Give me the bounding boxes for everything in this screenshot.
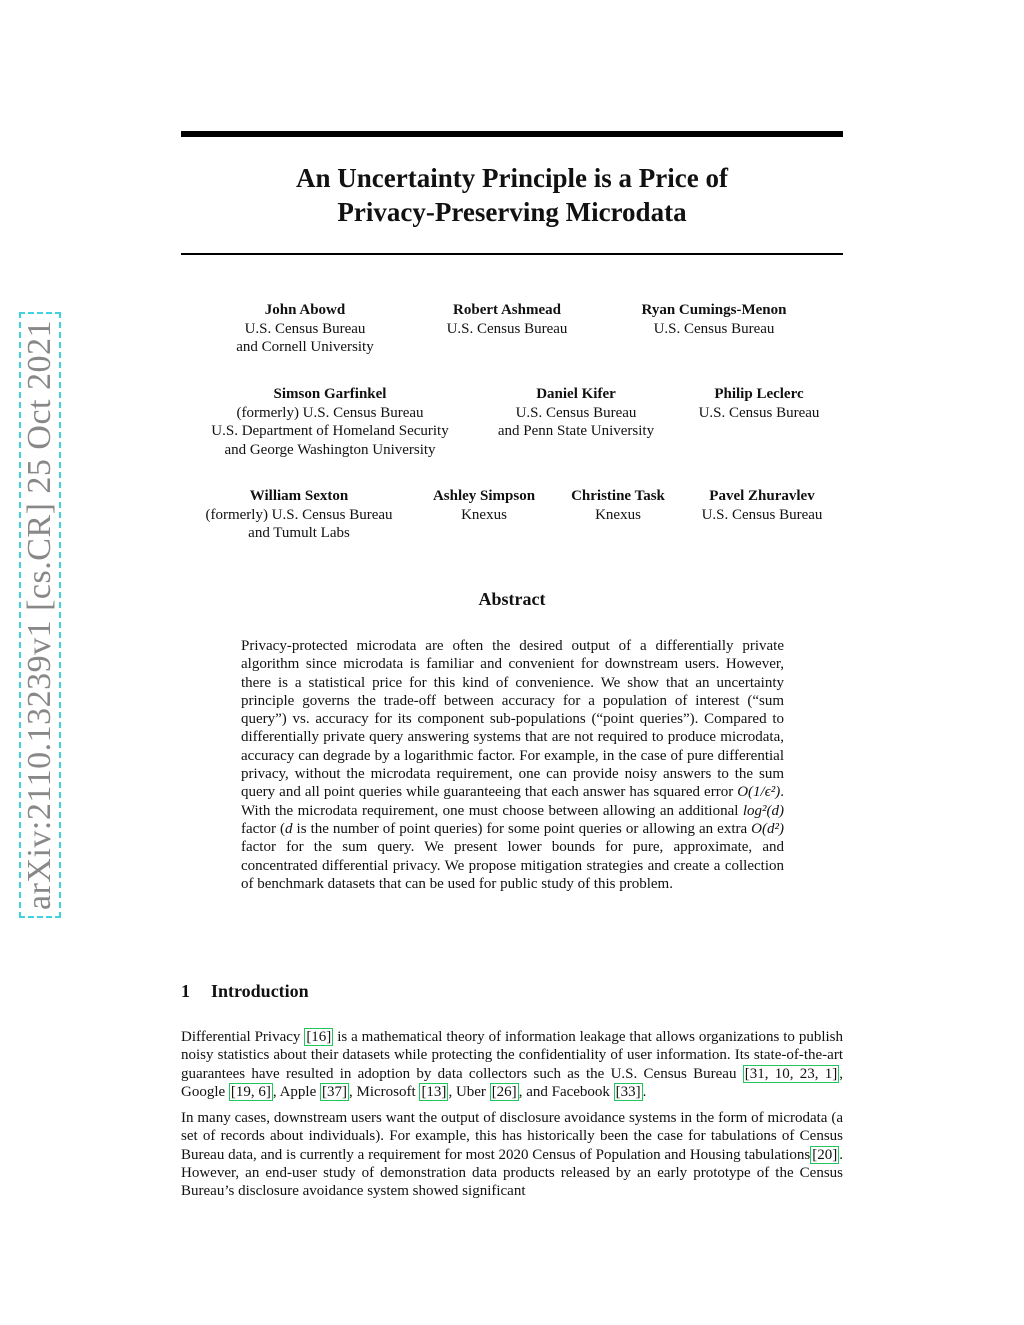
citation-link[interactable]: [13] [421, 1083, 447, 1100]
citation-link[interactable]: [20] [812, 1146, 838, 1163]
intro-paragraph-2 [181, 1109, 843, 1200]
author-affiliation: U.S. Census Bureau [446, 320, 568, 337]
title-rule-top [181, 131, 843, 137]
paragraph-text: , Google [181, 1065, 843, 1100]
paragraph-text: , Apple [272, 1083, 321, 1100]
title-line-1: An Uncertainty Principle is a Price of [296, 163, 728, 193]
paragraph-text: , and Facebook [518, 1083, 614, 1100]
paragraph-text: . [642, 1083, 647, 1100]
author-affiliation: (formerly) U.S. Census Bureau [205, 506, 393, 523]
author-affiliation: U.S. Census Bureau [244, 320, 366, 337]
author-block [205, 301, 405, 357]
author-name: Ryan Cumings-Menon [641, 302, 787, 318]
author-affiliation: and Tumult Labs [248, 525, 350, 541]
author-affiliation: Knexus [595, 506, 641, 523]
abstract-text: is the number of point queries) for some point queries or allowing an extra [292, 820, 752, 837]
paragraph-text: In many cases, downstream users want the output of disclosure avoidance systems in the form of microdata (a set of records about individuals). For example, this has historically been the case for tabulations of Census Bureau data, and is currently a requirement for most 2020 Census of Population and Housing tabulations [181, 1110, 843, 1163]
author-block [558, 487, 678, 524]
author-name: Simson Garfinkel [273, 386, 387, 402]
abstract-text: factor ( [241, 820, 285, 837]
author-name: Philip Leclerc [714, 386, 804, 402]
abstract-body [241, 637, 784, 893]
author-affiliation: Knexus [461, 506, 507, 523]
author-block [481, 385, 671, 441]
math-expression: O(1/ϵ²) [737, 784, 781, 801]
author-affiliation: and George Washington University [224, 441, 436, 458]
math-expression: log²(d) [742, 802, 784, 819]
paragraph-text: , Microsoft [349, 1083, 420, 1100]
paper-title [181, 161, 843, 229]
author-affiliation: U.S. Census Bureau [701, 506, 823, 523]
author-name: Christine Task [571, 488, 665, 504]
author-name: William Sexton [249, 488, 349, 504]
author-block [683, 385, 835, 422]
paragraph-text: , Uber [448, 1083, 490, 1100]
author-affiliation: U.S. Department of Homeland Security [211, 423, 449, 439]
paragraph-text: . However, an end-user study of demonstration data products released by an early prototype of the Census Bureau’s disclosure avoidance system showed significant [181, 1146, 843, 1200]
arxiv-stamp: arXiv:2110.13239v1 [cs.CR] 25 Oct 2021 [19, 312, 61, 918]
citation-link[interactable]: [37] [322, 1083, 348, 1100]
author-name: Ashley Simpson [432, 488, 536, 504]
math-expression: d [285, 820, 293, 837]
author-affiliation: U.S. Census Bureau [515, 404, 637, 421]
title-rule-bottom [181, 253, 843, 255]
author-block [190, 385, 470, 459]
section-heading [181, 981, 309, 1002]
abstract-text: factor for the sum query. We present lower bounds for pure, approximate, and concentrated differential privacy. We propose mitigation strategies and create a collection of benchmark datasets that can be used for public study of this problem. [241, 839, 784, 892]
author-block [189, 487, 409, 543]
author-block [420, 487, 548, 524]
citation-link[interactable]: [26] [491, 1083, 517, 1100]
author-name: John Abowd [264, 302, 346, 318]
citation-link[interactable]: [16] [306, 1029, 332, 1045]
author-affiliation: and Cornell University [236, 339, 374, 355]
section-title: Introduction [211, 981, 309, 1001]
author-affiliation: (formerly) U.S. Census Bureau [236, 404, 424, 421]
abstract-heading: Abstract [478, 589, 546, 609]
author-block [614, 301, 814, 338]
author-affiliation: U.S. Census Bureau [653, 320, 775, 337]
author-name: Robert Ashmead [453, 302, 561, 318]
math-expression: O(d²) [751, 820, 784, 837]
author-name: Pavel Zhuravlev [709, 488, 815, 504]
citation-link[interactable]: [33] [615, 1083, 641, 1100]
author-block [688, 487, 836, 524]
abstract-text: . With the microdata requirement, one must choose between allowing an additional [241, 784, 784, 819]
intro-paragraph-1 [181, 1028, 843, 1101]
paragraph-text: is a mathematical theory of information leakage that allows organizations to publish noisy statistics about their datasets while protecting the confidentiality of user information. Its state-of-the-art guarantees have resulted in adoption by data collectors such as the U.S. Census Bureau [181, 1029, 844, 1082]
author-affiliation: and Penn State University [497, 423, 655, 439]
author-name: Daniel Kifer [536, 386, 616, 402]
citation-link[interactable]: [19, 6] [230, 1083, 271, 1100]
paragraph-text: Differential Privacy [181, 1029, 305, 1045]
abstract-text: Privacy-protected microdata are often the desired output of a differentially private algorithm since microdata is familiar and convenient for downstream users. However, there is a statistical price for this kind of convenience. We show that an uncertainty principle governs the trade-off between accuracy for a population of interest (“sum query”) vs. accuracy for its component sub-populations (“point queries”). Compared to differentially private query answering systems that are not required to produce microdata, accuracy can degrade by a logarithmic factor. For example, in the case of pure differential privacy, without the microdata requirement, one can provide noisy answers to the sum query and all point queries while guaranteeing that each answer has squared error [241, 638, 784, 801]
section-number: 1 [181, 981, 190, 1001]
citation-link[interactable]: [31, 10, 23, 1] [744, 1065, 838, 1082]
title-line-2: Privacy-Preserving Microdata [337, 197, 687, 227]
author-affiliation: U.S. Census Bureau [698, 404, 820, 421]
author-block [417, 301, 597, 338]
